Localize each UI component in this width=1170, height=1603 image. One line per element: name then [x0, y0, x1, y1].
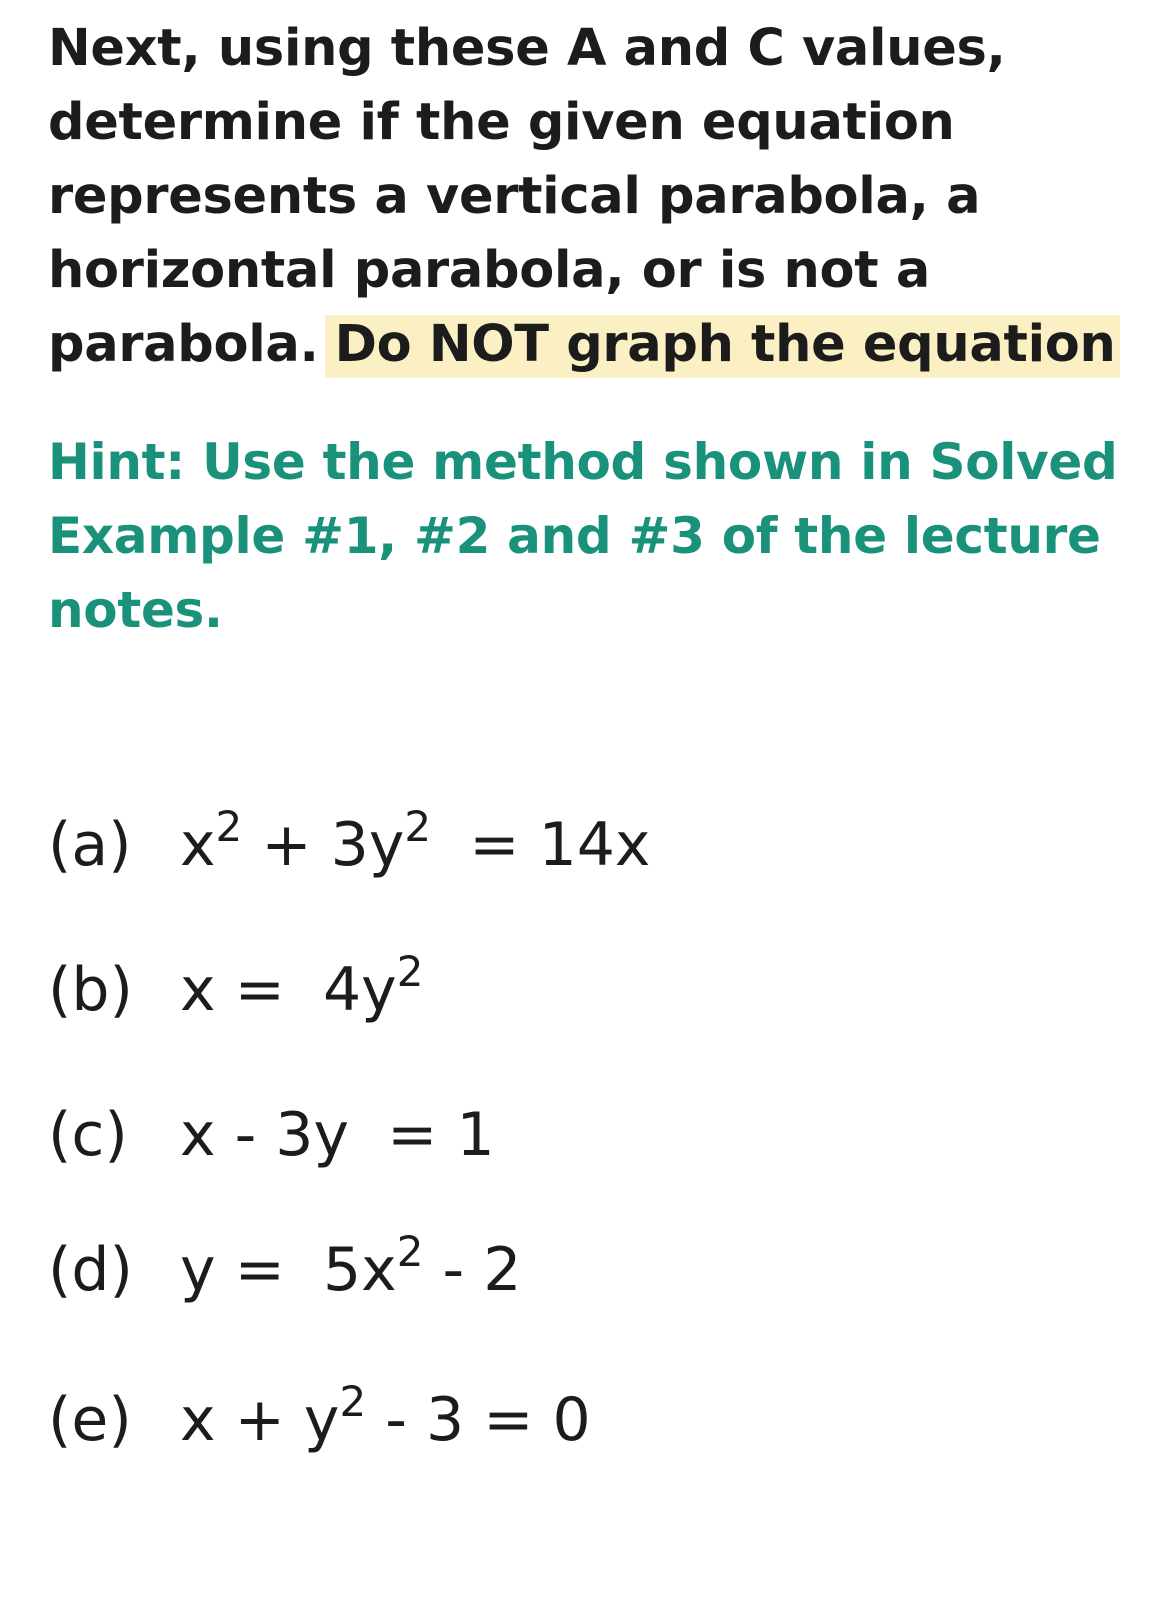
exponent: 2	[396, 947, 424, 996]
highlighted-warning: Do NOT graph the equation	[325, 315, 1120, 378]
equation-part: y = 5x	[180, 1235, 397, 1305]
equation-expression	[180, 1377, 591, 1455]
equation-label: (d)	[48, 1235, 133, 1305]
equation-part: - 2	[423, 1235, 522, 1305]
instructions-line-5-text: parabola.	[48, 315, 319, 374]
hint-line-2: Example #1, #2 and #3 of the lecture	[48, 507, 1101, 565]
instructions-line-2: determine if the given equation	[48, 93, 955, 152]
equation-label: (b)	[48, 955, 133, 1025]
equation-part: = 14x	[431, 810, 651, 880]
equation-b	[48, 947, 424, 1025]
instructions-line-4: horizontal parabola, or is not a	[48, 241, 930, 300]
instructions-line-1: Next, using these A and C values,	[48, 19, 1006, 78]
equation-part: x	[180, 810, 216, 880]
equation-d	[48, 1227, 522, 1305]
hint-line-3: notes.	[48, 581, 223, 639]
instructions-line-5	[48, 308, 1148, 382]
equation-a	[48, 802, 651, 880]
exponent: 2	[215, 802, 243, 851]
equation-part: x = 4y	[180, 955, 397, 1025]
exponent: 2	[339, 1377, 367, 1426]
exponent: 2	[404, 802, 432, 851]
equation-part: x + y	[180, 1385, 340, 1455]
instructions-text	[48, 12, 1148, 382]
equation-e	[48, 1377, 591, 1455]
instructions-line-3: represents a vertical parabola, a	[48, 167, 981, 226]
equation-label: (e)	[48, 1385, 132, 1455]
exponent: 2	[396, 1227, 424, 1276]
hint-text	[48, 425, 1148, 647]
equation-part: + 3y	[242, 810, 405, 880]
equation-label: (a)	[48, 810, 132, 880]
equation-c	[48, 1100, 495, 1170]
equation-expression	[180, 1100, 495, 1170]
equation-expression	[180, 802, 651, 880]
equation-expression	[180, 1227, 522, 1305]
equation-expression	[180, 947, 424, 1025]
equation-part: x - 3y = 1	[180, 1100, 495, 1170]
equation-part: - 3 = 0	[366, 1385, 591, 1455]
hint-line-1: Hint: Use the method shown in Solved	[48, 433, 1118, 491]
equation-label: (c)	[48, 1100, 128, 1170]
